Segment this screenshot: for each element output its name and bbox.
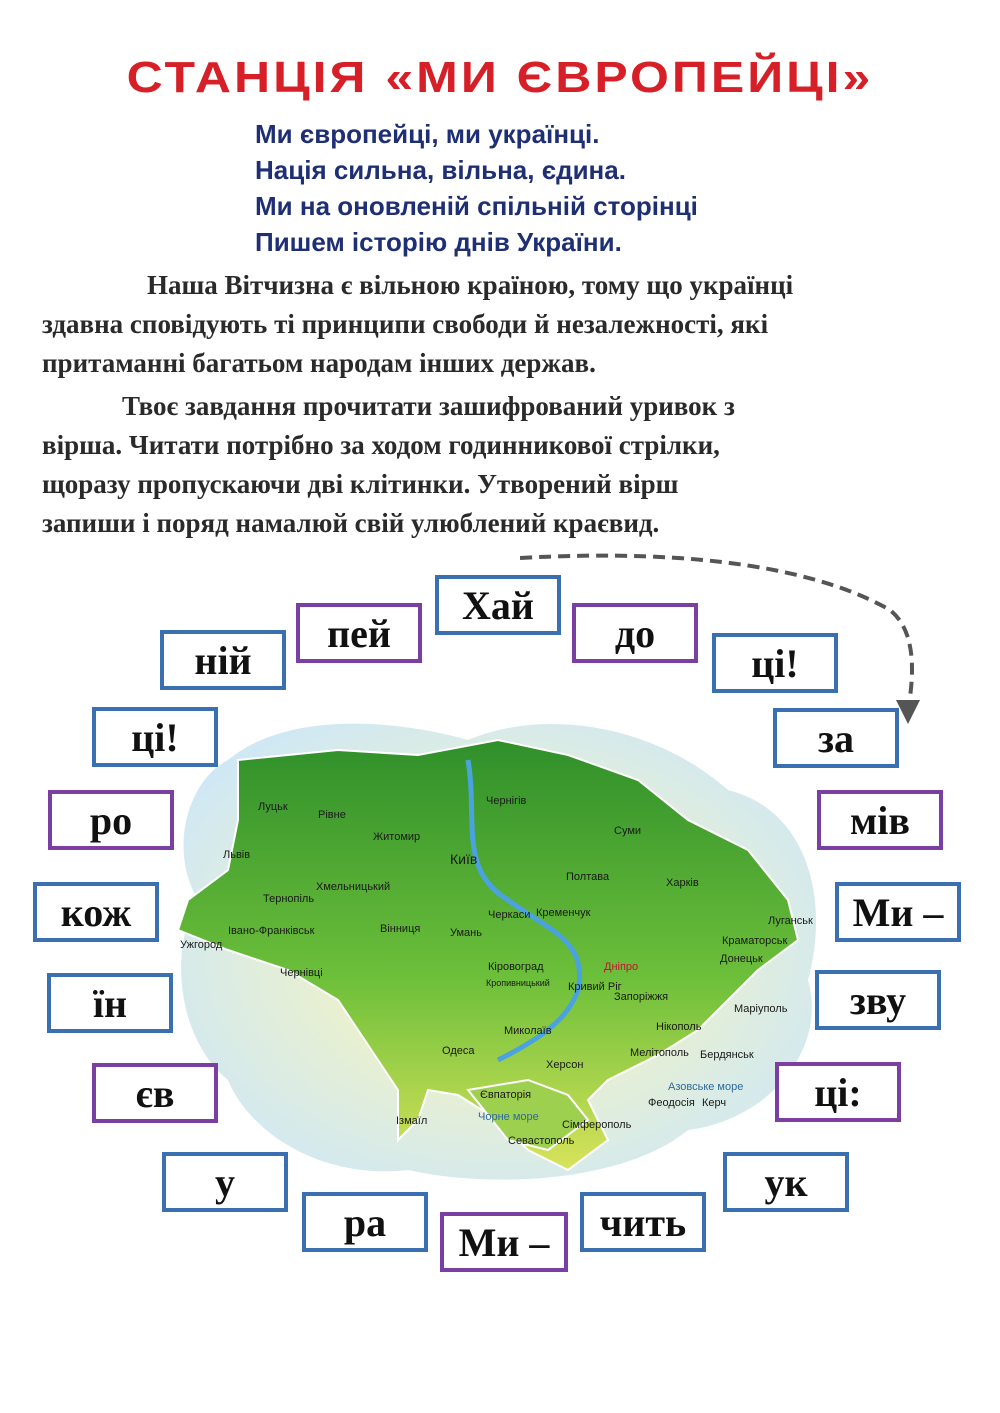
city-label: Тернопіль xyxy=(263,893,315,905)
syllable-tile: Хай xyxy=(435,575,561,635)
city-label: Київ xyxy=(450,851,478,867)
syllable-tile: ній xyxy=(160,630,286,690)
city-label: Дніпро xyxy=(604,961,639,973)
city-label: Маріуполь xyxy=(734,1003,788,1015)
city-label: Одеса xyxy=(442,1045,475,1057)
city-label: Хмельницький xyxy=(316,881,391,893)
syllable-tile: пей xyxy=(296,603,422,663)
city-label: Кривий Ріг xyxy=(568,981,622,993)
syllable-tile: у xyxy=(162,1152,288,1212)
city-label: Ізмаїл xyxy=(396,1115,428,1127)
city-label: Вінниця xyxy=(380,923,421,935)
city-label: Євпаторія xyxy=(480,1089,532,1101)
syllable-tile: Ми – xyxy=(835,882,961,942)
city-label: Львів xyxy=(223,849,251,861)
paragraph-line: запиши і поряд намалюй свій улюблений краєвид. xyxy=(42,508,660,538)
city-label: Черкаси xyxy=(488,909,531,921)
city-label: Краматорськ xyxy=(722,935,788,947)
poem-line: Ми на оновленій спільній сторінці xyxy=(255,191,698,221)
syllable-tile: мів xyxy=(817,790,943,850)
syllable-tile: ра xyxy=(302,1192,428,1252)
syllable-tile: зву xyxy=(815,970,941,1030)
poem xyxy=(255,116,698,260)
city-label: Полтава xyxy=(566,871,610,883)
city-label: Керч xyxy=(702,1097,727,1109)
task-paragraph xyxy=(42,387,962,543)
sea-label: Чорне море xyxy=(478,1111,539,1123)
city-label: Луганськ xyxy=(768,915,813,927)
city-label: Сімферополь xyxy=(562,1119,632,1131)
city-label: Суми xyxy=(614,825,642,837)
paragraph-line: вірша. Читати потрібно за ходом годинникової стрілки, xyxy=(42,430,720,460)
city-label: Рівне xyxy=(318,809,346,821)
city-label: Чернігів xyxy=(486,795,527,807)
paragraph-line: Твоє завдання прочитати зашифрований уривок з xyxy=(122,391,735,421)
city-label: Івано-Франківськ xyxy=(228,925,315,937)
city-label: Севастополь xyxy=(508,1135,575,1147)
sea-label: Азовське море xyxy=(668,1081,744,1093)
page-title: СТАНЦІЯ «МИ ЄВРОПЕЙЦІ» xyxy=(126,52,874,102)
ukraine-map xyxy=(168,700,830,1200)
city-label: Харків xyxy=(666,877,699,889)
city-label: Луцьк xyxy=(258,801,288,813)
paragraph-line: Наша Вітчизна є вільною країною, тому що українці xyxy=(147,270,794,300)
city-label: Чернівці xyxy=(280,967,323,979)
syllable-tile: ці! xyxy=(712,633,838,693)
syllable-tile: чить xyxy=(580,1192,706,1252)
city-label: Нікополь xyxy=(656,1021,702,1033)
paragraph-line: щоразу пропускаючи дві клітинки. Утворений вірш xyxy=(42,469,679,499)
intro-paragraph xyxy=(42,266,962,383)
syllable-tile: Ми – xyxy=(440,1212,568,1272)
paragraph-line: притаманні багатьом народам інших держав. xyxy=(42,348,596,378)
city-label: Феодосія xyxy=(648,1097,695,1109)
city-label: Донецьк xyxy=(720,953,763,965)
syllable-tile: ці! xyxy=(92,707,218,767)
poem-line: Ми європейці, ми українці. xyxy=(255,119,600,149)
city-label: Миколаїв xyxy=(504,1025,552,1037)
syllable-tile: ро xyxy=(48,790,174,850)
syllable-tile: до xyxy=(572,603,698,663)
city-label: Кременчук xyxy=(536,907,591,919)
city-label: Херсон xyxy=(546,1059,584,1071)
paragraph-line: здавна сповідують ті принципи свободи й незалежності, які xyxy=(42,309,769,339)
poem-line: Нація сильна, вільна, єдина. xyxy=(255,155,626,185)
city-label: Ужгород xyxy=(180,939,223,951)
syllable-tile: ці: xyxy=(775,1062,901,1122)
syllable-tile: кож xyxy=(33,882,159,942)
city-label: Мелітополь xyxy=(630,1047,689,1059)
city-label: Умань xyxy=(450,927,482,939)
syllable-tile: ук xyxy=(723,1152,849,1212)
poem-line: Пишем історію днів України. xyxy=(255,227,622,257)
syllable-tile: за xyxy=(773,708,899,768)
syllable-tile: їн xyxy=(47,973,173,1033)
syllable-tile: єв xyxy=(92,1063,218,1123)
city-label: Житомир xyxy=(373,831,421,843)
city-label: Кіровоград xyxy=(488,961,544,973)
city-label: Запоріжжя xyxy=(614,991,669,1003)
city-label: Кропивницький xyxy=(486,978,550,988)
city-label: Бердянськ xyxy=(700,1049,754,1061)
